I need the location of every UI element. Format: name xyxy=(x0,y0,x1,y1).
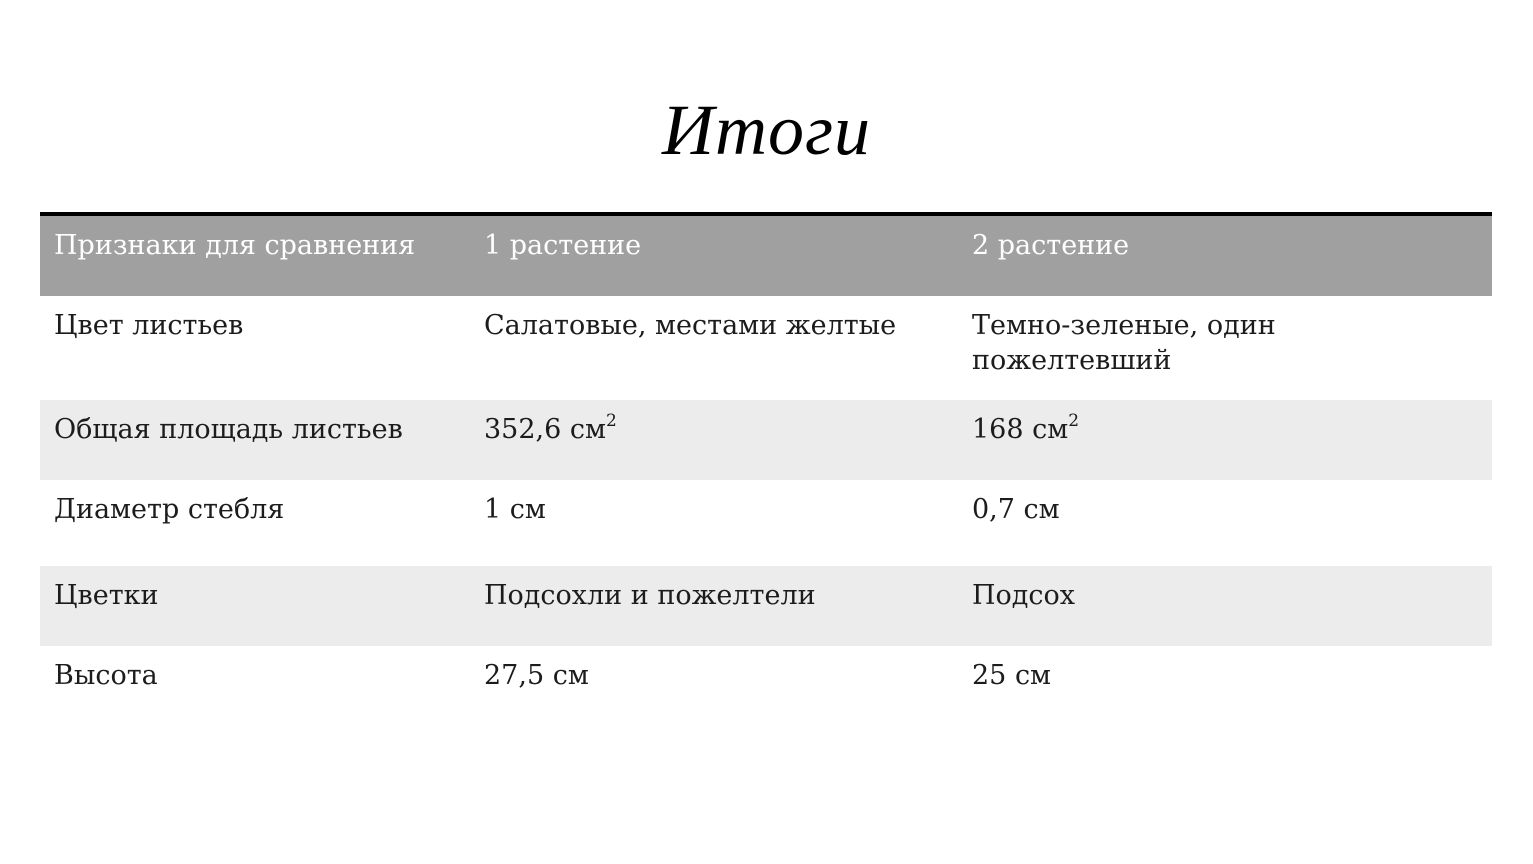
cell-feature: Цвет листьев xyxy=(54,310,244,341)
cell-plant-2: Подсох xyxy=(972,580,1076,611)
cell-plant-2 xyxy=(958,400,1492,480)
cell-plant-2: Темно-зеленые, один пожелтевший xyxy=(972,310,1276,376)
header-plant-1: 1 растение xyxy=(484,230,642,261)
cell-value: 352,6 см xyxy=(484,414,607,445)
cell-feature: Общая площадь листьев xyxy=(54,414,403,445)
header-plant-2: 2 растение xyxy=(972,230,1130,261)
cell-value: 168 см xyxy=(972,414,1069,445)
table-row xyxy=(40,400,1492,480)
comparison-table xyxy=(40,212,1492,716)
unit-exponent: 2 xyxy=(1068,411,1080,431)
page-title: Итоги xyxy=(661,90,872,170)
cell-plant-1: 1 см xyxy=(484,494,546,525)
unit-exponent: 2 xyxy=(606,411,617,431)
cell-feature: Цветки xyxy=(54,580,159,611)
table-row xyxy=(40,566,1492,646)
cell-plant-1: 27,5 см xyxy=(484,660,589,691)
cell-plant-2: 25 см xyxy=(972,660,1052,691)
cell-plant-1: Салатовые, местами желтые xyxy=(484,310,897,341)
table-row xyxy=(40,480,1492,566)
table-row xyxy=(40,646,1492,716)
table-header-row xyxy=(40,214,1492,296)
comparison-table-container xyxy=(40,212,1492,716)
cell-feature: Диаметр стебля xyxy=(54,494,285,525)
cell-plant-1: Подсохли и пожелтели xyxy=(484,580,816,611)
cell-feature: Высота xyxy=(54,660,158,691)
cell-plant-2: 0,7 см xyxy=(972,494,1060,525)
table-row xyxy=(40,296,1492,400)
cell-plant-1 xyxy=(470,400,958,480)
header-features: Признаки для сравнения xyxy=(54,230,416,261)
